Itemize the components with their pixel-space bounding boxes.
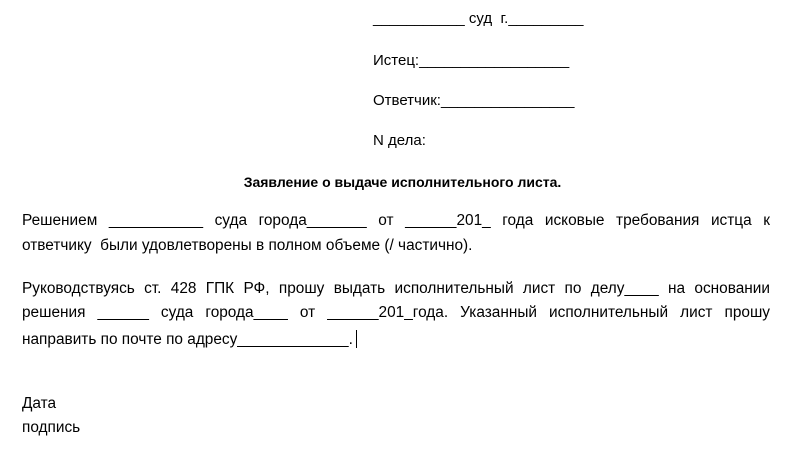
paragraph2-line3-text: направить по почте по адресу_____________. xyxy=(22,331,353,348)
defendant-line: Ответчик:________________ xyxy=(373,92,575,109)
court-line: ___________ суд г._________ xyxy=(373,10,584,27)
plaintiff-line: Истец:__________________ xyxy=(373,52,570,69)
paragraph1-line1: Решением ___________ суда города_______ от ______201_ года исковые требования истца к xyxy=(22,212,770,229)
signature-label: подпись xyxy=(22,419,81,436)
paragraph2-line2: решения ______ суда города____ от ______201_года. Указанный исполнительный лист прошу xyxy=(22,304,770,321)
document-title: Заявление о выдаче исполнительного листа. xyxy=(243,174,562,190)
date-label: Дата xyxy=(22,395,57,412)
paragraph1-line2: ответчику были удовлетворены в полном объеме (/ частично). xyxy=(22,237,473,254)
case-number-line: N дела: xyxy=(373,132,426,149)
text-cursor xyxy=(356,330,357,348)
paragraph2-line3[interactable] xyxy=(22,330,357,348)
paragraph2-line1: Руководствуясь ст. 428 ГПК РФ, прошу выдать исполнительный лист по делу____ на основании xyxy=(22,280,770,297)
